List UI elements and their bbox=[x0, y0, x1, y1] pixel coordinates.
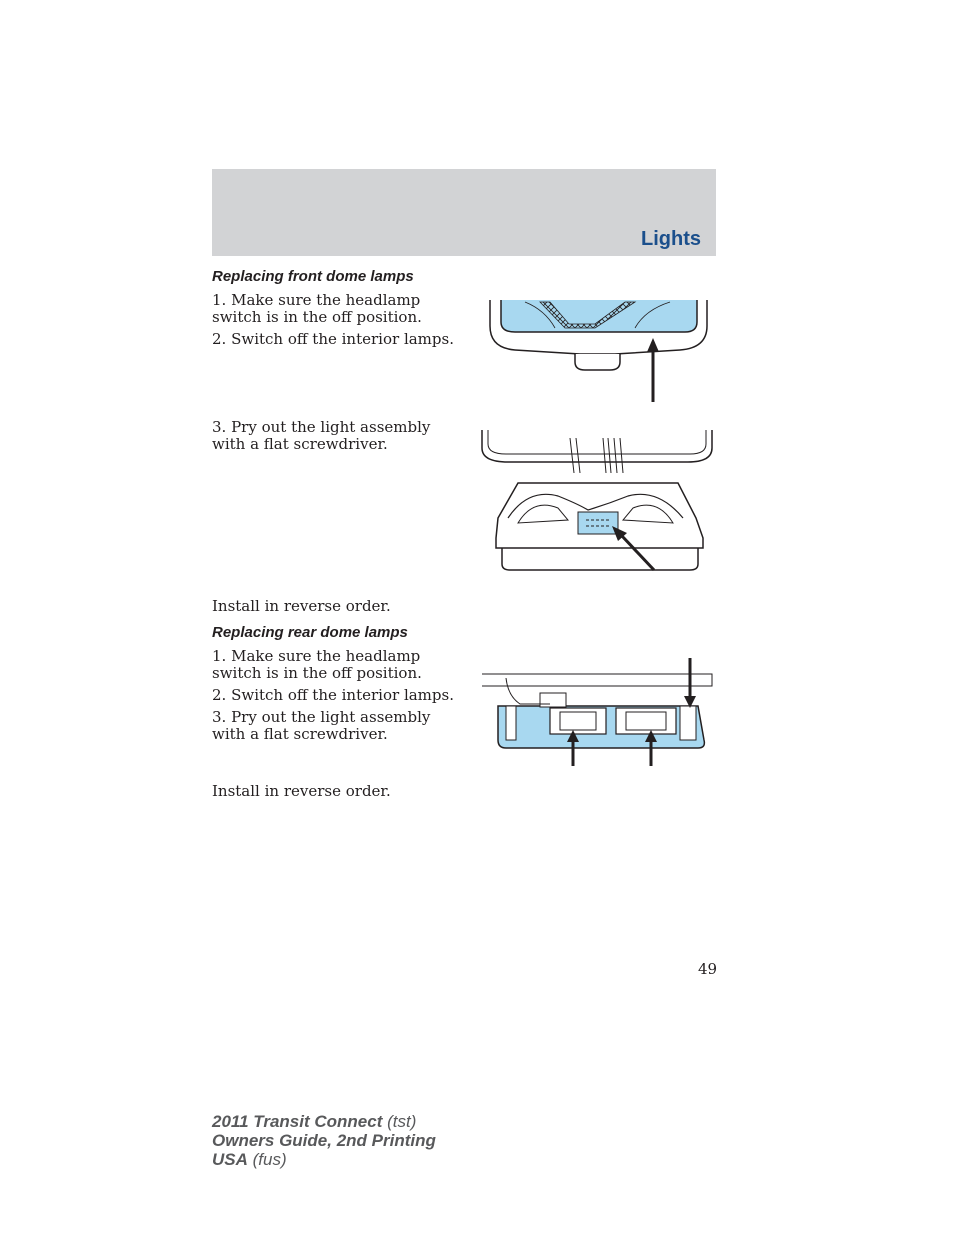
front-step-3: 3. Pry out the light assembly with a flat screwdriver. bbox=[212, 418, 431, 453]
front-step-1: 1. Make sure the headlamp switch is in the off position. bbox=[212, 291, 422, 326]
front-step-2: 2. Switch off the interior lamps. bbox=[212, 330, 454, 348]
page-number: 49 bbox=[698, 960, 718, 978]
front-dome-heading: Replacing front dome lamps bbox=[212, 268, 414, 285]
front-lamp-figure-1 bbox=[485, 298, 715, 406]
rear-step-3: 3. Pry out the light assembly with a flat screwdriver. bbox=[212, 708, 431, 743]
footer-line-1 bbox=[212, 1112, 436, 1131]
footer-model: 2011 Transit Connect bbox=[212, 1112, 383, 1131]
footer-line-2: Owners Guide, 2nd Printing bbox=[212, 1131, 436, 1150]
front-lamp-figure-2 bbox=[478, 428, 716, 574]
footer-line-3 bbox=[212, 1150, 436, 1169]
front-install: Install in reverse order. bbox=[212, 597, 391, 615]
rear-step-2: 2. Switch off the interior lamps. bbox=[212, 686, 454, 704]
footer-model-code: (tst) bbox=[382, 1112, 417, 1131]
rear-lamp-figure bbox=[480, 656, 716, 768]
rear-dome-heading: Replacing rear dome lamps bbox=[212, 624, 408, 641]
rear-install: Install in reverse order. bbox=[212, 782, 391, 800]
footer bbox=[212, 1112, 436, 1169]
footer-market-code: (fus) bbox=[247, 1150, 287, 1169]
rear-step-1: 1. Make sure the headlamp switch is in the off position. bbox=[212, 647, 422, 682]
section-title: Lights bbox=[641, 228, 701, 250]
footer-market: USA bbox=[212, 1150, 248, 1169]
header-band bbox=[212, 169, 716, 256]
